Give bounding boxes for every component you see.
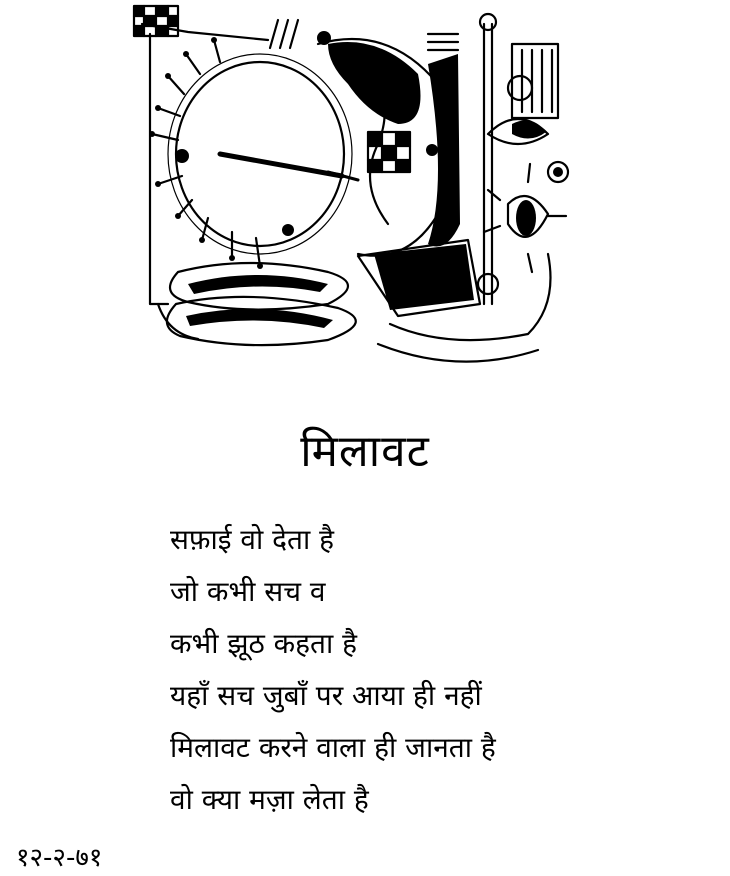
- poem-line: यहाँ सच जुबाँ पर आया ही नहीं: [170, 679, 482, 712]
- poem-line: मिलावट करने वाला ही जानता है: [170, 731, 496, 764]
- poem-line: वो क्या मज़ा लेता है: [170, 783, 369, 816]
- poem-line: कभी झूठ कहता है: [170, 627, 358, 660]
- ink-illustration: [128, 4, 580, 384]
- date-stamp: १२-२-७१: [16, 843, 103, 873]
- poem-body: [170, 520, 496, 832]
- poem-line: जो कभी सच व: [170, 575, 326, 608]
- poem-line: सफ़ाई वो देता है: [170, 523, 334, 556]
- poem-title: मिलावट: [300, 426, 430, 477]
